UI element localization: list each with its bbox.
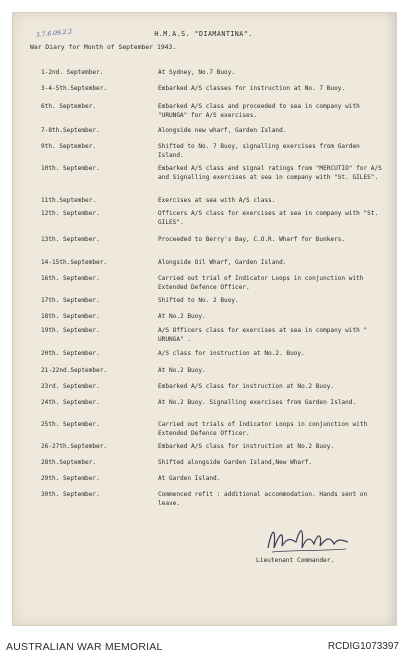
entry-date: 26-27th.September.: [41, 443, 108, 450]
entry-date: 10th. September.: [41, 165, 100, 172]
entry-date: 13th. September.: [41, 236, 100, 243]
entry-text: Embarked A/S classes for instruction at No. 7 Buoy.: [158, 85, 346, 92]
handwritten-reference: 3.7.6.09.2.2: [35, 28, 73, 39]
footer-bar: [0, 628, 407, 666]
entry-date: 29th. September.: [41, 475, 100, 482]
entry-date: 18th. September.: [41, 313, 100, 320]
entry-date: 28th.September.: [41, 459, 97, 466]
entry-text: Shifted to No. 7 Buoy, signalling exercises from Garden Island.: [158, 143, 360, 159]
entry-date: 25th. September.: [41, 421, 100, 428]
entry-text: At No.2 Buoy.: [158, 367, 206, 374]
entry-text: Officers A/S class for exercises at sea in company with "St. GILES".: [158, 210, 379, 226]
entry-text: Shifted to No. 2 Buoy.: [158, 297, 239, 304]
entry-date: 21-22nd.September.: [41, 367, 108, 374]
entry-text: Proceeded to Berry's Bay, C.O.R. Wharf for Bunkers.: [158, 236, 346, 243]
entry-text: Embarked A/S class and proceeded to sea in company with "URUNGA" for A/S exercises.: [158, 103, 360, 119]
entry-text: Alongside Oil Wharf, Garden Island.: [158, 259, 287, 266]
entry-date: 3-4-5th.September.: [41, 85, 108, 92]
signature-title: Lieutenant Commander.: [256, 557, 335, 564]
entry-date: 11th.September.: [41, 197, 97, 204]
entry-date: 9th. September.: [41, 143, 97, 150]
entry-text: Commenced refit : additional accommodation. Hands sent on leave.: [158, 491, 368, 507]
entry-text: A/S Officers class for exercises at sea in company with " URUNGA" .: [158, 327, 368, 343]
entry-text: Embarked A/S class and signal ratings from "MERCUTIO" for A/S and Signalling exercises at sea in company with "St. GILES".: [158, 165, 382, 181]
entry-text: At No.2 Buoy.: [158, 313, 206, 320]
entry-date: 12th. September.: [41, 210, 100, 217]
entry-date: 24th. September.: [41, 399, 100, 406]
entry-text: Carried out trial of Indicator Loops in conjunction with Extended Defence Officer.: [158, 275, 364, 291]
entry-text: At Garden Island.: [158, 475, 221, 482]
entry-date: 17th. September.: [41, 297, 100, 304]
entry-text: At No.2 Buoy. Signalling exercises from Garden Island.: [158, 399, 357, 406]
entry-text: Exercises at sea with A/S class.: [158, 197, 276, 204]
entry-text: Embarked A/S class for instruction at No.2 Buoy.: [158, 383, 335, 390]
entry-date: 1-2nd. September.: [41, 69, 104, 76]
entry-date: 16th. September.: [41, 275, 100, 282]
entry-text: Carried out trials of Indicator Loops in conjunction with Extended Defence Officer.: [158, 421, 368, 437]
footer-institution: AUSTRALIAN WAR MEMORIAL: [6, 641, 163, 653]
entry-text: A/S class for instruction at No.2. Buoy.: [158, 350, 305, 357]
entry-text: Embarked A/S class for instruction at No.2 Buoy.: [158, 443, 335, 450]
entry-date: 20th. September.: [41, 350, 100, 357]
document-subheading: War Diary for Month of September 1943.: [30, 43, 177, 51]
entry-date: 23rd. September.: [41, 383, 100, 390]
entry-text: Shifted alongside Garden Island,New Wharf.: [158, 459, 313, 466]
footer-record-id: RCDIG1073397: [327, 641, 399, 652]
signature-image: [262, 518, 352, 558]
document-heading: H.M.A.S. "DIAMANTINA".: [154, 30, 253, 38]
entry-date: 6th. September.: [41, 103, 97, 110]
entry-date: 7-8th.September.: [41, 127, 100, 134]
entry-date: 30th. September.: [41, 491, 100, 498]
entry-date: 14-15th.September.: [41, 259, 108, 266]
entry-date: 19th. September.: [41, 327, 100, 334]
entry-text: At Sydney, No.7 Buoy.: [158, 69, 236, 76]
entry-text: Alongside new wharf, Garden Island.: [158, 127, 287, 134]
